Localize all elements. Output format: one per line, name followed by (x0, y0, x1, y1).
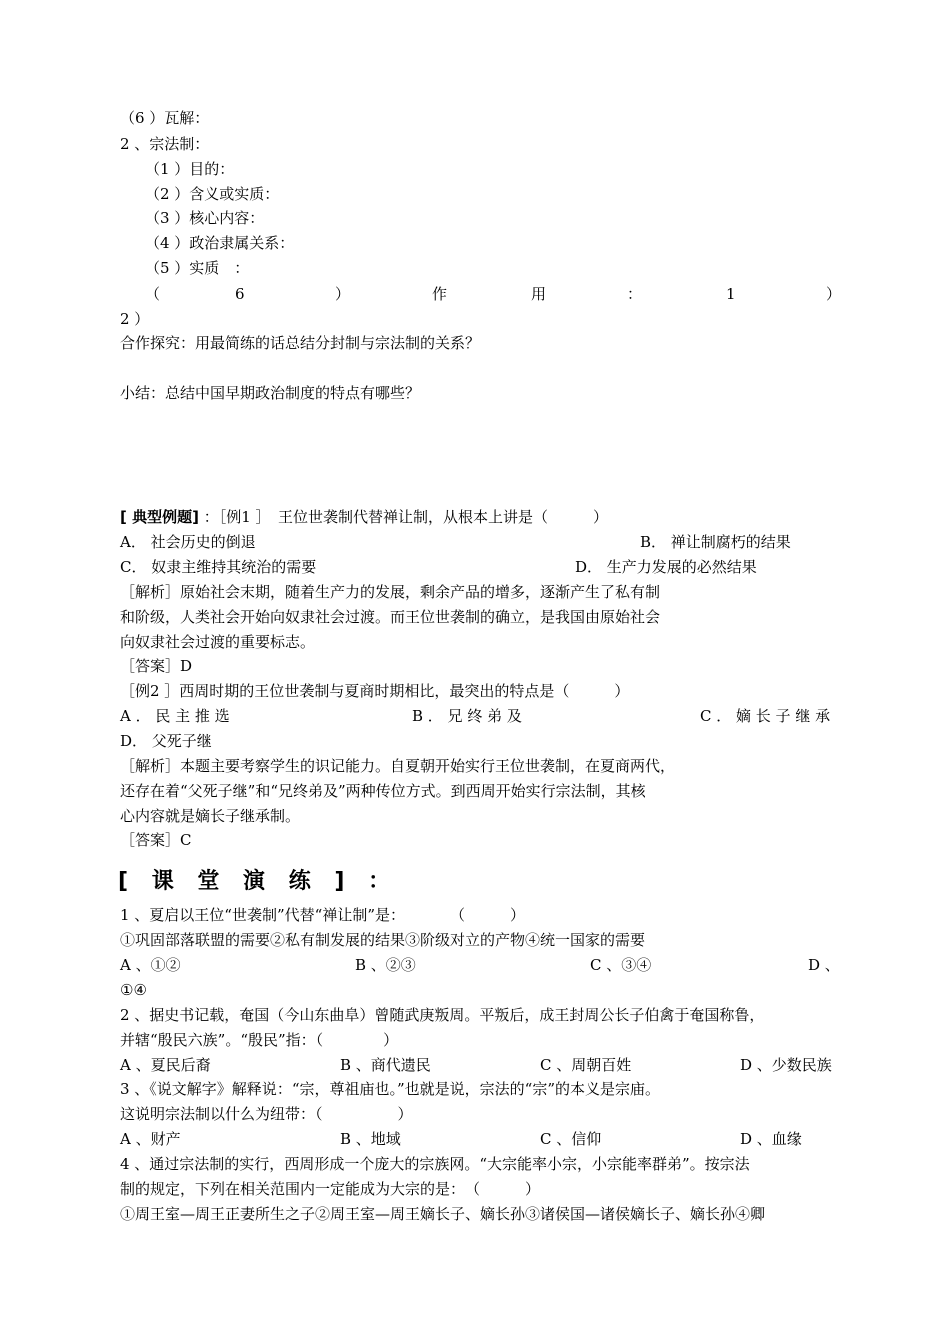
examples-heading: [ 典型例题] (120, 508, 199, 526)
ex1-option-d: D． 生产力发展的必然结果 (575, 558, 757, 576)
example1-question-line (120, 507, 608, 527)
ex2-analysis-2: 还存在着“父死子继”和“兄终弟及”两种传位方式。到西周开始实行宗法制，其核 (120, 782, 646, 800)
practice-heading: [ 课 堂 演 练 ] ： (118, 869, 399, 894)
q3-option-a: A 、财产 (120, 1130, 181, 1148)
summary-question: 小结：总结中国早期政治制度的特点有哪些？ (120, 384, 421, 402)
q4-line2: 制的规定，下列在相关范围内一定能成为大宗的是： （ ） (120, 1180, 541, 1198)
q3-line1: 3 、《说文解字》解释说：“宗，尊祖庙也。”也就是说，宗法的“宗”的本义是宗庙。 (120, 1080, 660, 1098)
q4-line1: 4 、通过宗法制的实行，西周形成一个庞大的宗族网。“大宗能率小宗，小宗能率群弟”。按宗法 (120, 1155, 750, 1173)
q2-option-a: A 、夏民后裔 (120, 1056, 211, 1074)
q1-option-c: C 、③④ (590, 956, 652, 974)
example1-question: ：［例1 ］ 王位世袭制代替禅让制，从根本上讲是（ ） (203, 508, 609, 526)
q2-line1: 2 、据史书记载，奄国（今山东曲阜）曾随武庚叛周。平叛后，成王封周公长子伯禽于奄国称鲁， (120, 1006, 765, 1024)
item-function-cont: 2 ） (120, 310, 150, 328)
paren-open: （ (145, 285, 161, 303)
q1: 1 、夏启以王位“世袭制”代替“禅让制”是： （ ） (120, 906, 525, 924)
char-yong: 用 (531, 285, 547, 303)
paren-close: ） (335, 285, 351, 303)
ex1-analysis-1: ［解析］原始社会末期，随着生产力的发展，剩余产品的增多，逐渐产生了私有制 (120, 583, 661, 601)
ex1-option-b: B． 禅让制腐朽的结果 (640, 533, 791, 551)
q1-option-d-value: ①④ (120, 981, 147, 999)
line-6-wajie: （6 ）瓦解： (120, 109, 210, 127)
num-1: 1 (726, 285, 736, 303)
paren-close-2: ） (826, 285, 842, 303)
char-zuo: 作 (432, 285, 448, 303)
example2-question: ［例2 ］西周时期的王位世袭制与夏商时期相比，最突出的特点是（ ） (120, 682, 630, 700)
ex2-option-c: C ． 嫡 长 子 继 承 (700, 707, 831, 725)
item-essence: （5 ）实质 ： (145, 259, 250, 277)
q1-statements: ①巩固部落联盟的需要②私有制发展的结果③阶级对立的产物④统一国家的需要 (120, 931, 646, 949)
q3-option-c: C 、信仰 (540, 1130, 602, 1148)
num-6: 6 (235, 285, 245, 303)
item-purpose: （1 ）目的： (145, 160, 235, 178)
ex1-analysis-3: 向奴隶社会过渡的重要标志。 (120, 633, 316, 651)
q1-option-b: B 、②③ (355, 956, 416, 974)
item-relations: （4 ）政治隶属关系： (145, 234, 295, 252)
ex2-option-a: A ． 民 主 推 选 (120, 707, 230, 725)
colon: ： (627, 285, 643, 303)
ex1-analysis-2: 和阶级，人类社会开始向奴隶社会过渡。而王位世袭制的确立，是我国由原始社会 (120, 608, 661, 626)
ex2-analysis-3: 心内容就是嫡长子继承制。 (120, 807, 301, 825)
q1-option-d: D 、 (808, 956, 840, 974)
q3-line2: 这说明宗法制以什么为纽带：（ ） (120, 1105, 413, 1123)
ex2-answer: ［答案］C (120, 831, 192, 849)
line-zongfazhi-title: 2 、宗法制： (120, 135, 210, 153)
ex2-analysis-1: ［解析］本题主要考察学生的识记能力。自夏朝开始实行王位世袭制，在夏商两代， (120, 757, 676, 775)
q4-line3: ①周王室—周王正妻所生之子②周王室—周王嫡长子、嫡长孙③诸侯国—诸侯嫡长子、嫡长孙④卿 (120, 1205, 766, 1223)
item-meaning: （2 ）含义或实质： (145, 185, 280, 203)
ex2-option-d: D． 父死子继 (120, 732, 212, 750)
item-core: （3 ）核心内容： (145, 209, 265, 227)
q3-option-b: B 、地域 (340, 1130, 401, 1148)
q2-option-d: D 、少数民族 (740, 1056, 832, 1074)
q2-line2: 并辖“殷民六族”。“殷民”指：（ ） (120, 1031, 399, 1049)
explore-question: 合作探究：用最简练的话总结分封制与宗法制的关系？ (120, 334, 481, 352)
q2-option-c: C 、周朝百姓 (540, 1056, 632, 1074)
ex1-option-c: C． 奴隶主维持其统治的需要 (120, 558, 317, 576)
q2-option-b: B 、商代遗民 (340, 1056, 431, 1074)
ex1-option-a: A． 社会历史的倒退 (120, 533, 256, 551)
ex1-answer: ［答案］D (120, 657, 193, 675)
ex2-option-b: B ． 兄 终 弟 及 (412, 707, 522, 725)
q1-option-a: A 、①② (120, 956, 181, 974)
q3-option-d: D 、血缘 (740, 1130, 802, 1148)
